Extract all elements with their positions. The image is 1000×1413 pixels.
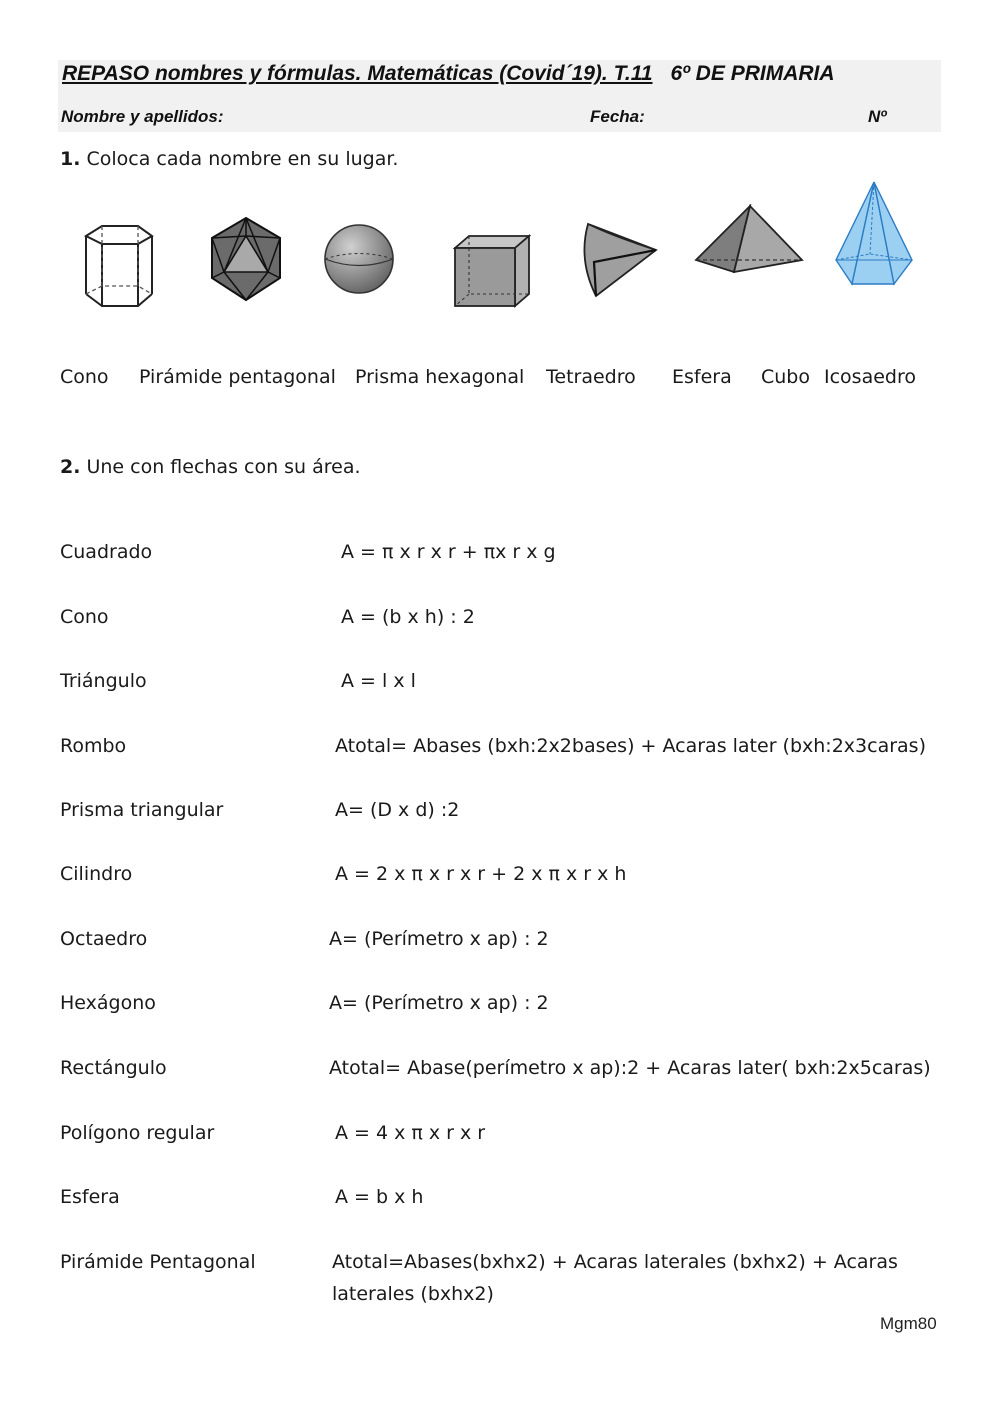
- area-formula: A = 2 x π x r x r + 2 x π x r x h: [335, 863, 627, 885]
- title-grade: 6º DE PRIMARIA: [670, 62, 835, 85]
- shape-name: Triángulo: [60, 670, 147, 692]
- pentagonal-pyramid-drawing: [834, 180, 914, 288]
- question-2: [60, 456, 361, 478]
- area-formula: A = (b x h) : 2: [341, 606, 475, 628]
- area-formula: A= (Perímetro x ap) : 2: [329, 992, 549, 1014]
- area-formula: Atotal= Abase(perímetro x ap):2 + Acaras later( bxh:2x5caras): [329, 1057, 931, 1079]
- word-bank-item: Prisma hexagonal: [355, 366, 525, 388]
- question-2-number: 2.: [60, 456, 81, 478]
- shape-name: Polígono regular: [60, 1122, 215, 1144]
- shape-name: Esfera: [60, 1186, 120, 1208]
- word-bank-item: Cono: [60, 366, 109, 388]
- shape-name: Octaedro: [60, 928, 148, 950]
- author-signature: Mgm80: [880, 1314, 937, 1333]
- word-bank-item: Icosaedro: [824, 366, 916, 388]
- area-formula: A = b x h: [335, 1186, 424, 1208]
- shape-name: Cono: [60, 606, 109, 628]
- area-formula: A = π x r x r + πx r x g: [341, 541, 556, 563]
- shape-name: Rectángulo: [60, 1057, 167, 1079]
- area-formula: A= (D x d) :2: [335, 799, 460, 821]
- name-label: Nombre y apellidos:: [61, 107, 224, 126]
- tetrahedron-drawing: [694, 204, 804, 276]
- area-formula: Atotal=Abases(bxhx2) + Acaras laterales (bxhx2) + Acaras laterales (bxhx2): [332, 1251, 898, 1305]
- shape-name: Prisma triangular: [60, 799, 224, 821]
- area-formula: Atotal= Abases (bxh:2x2bases) + Acaras later (bxh:2x3caras): [335, 735, 926, 757]
- shape-name: Hexágono: [60, 992, 156, 1014]
- date-label: Fecha:: [590, 107, 645, 126]
- question-2-text: Une con flechas con su área.: [86, 456, 361, 478]
- area-formula: A = 4 x π x r x r: [335, 1122, 486, 1144]
- word-bank-item: Tetraedro: [546, 366, 636, 388]
- question-1-text: Coloca cada nombre en su lugar.: [86, 148, 399, 170]
- icosahedron-drawing: [208, 216, 284, 302]
- number-label: Nº: [868, 107, 887, 126]
- shape-name: Cuadrado: [60, 541, 153, 563]
- question-1: [60, 148, 398, 170]
- title-main: REPASO nombres y fórmulas. Matemáticas (Covid´19). T.11: [62, 62, 653, 85]
- sphere-drawing: [322, 222, 396, 296]
- shape-name: Pirámide Pentagonal: [60, 1251, 256, 1273]
- word-bank-item: Pirámide pentagonal: [139, 366, 336, 388]
- cone-drawing: [578, 220, 660, 300]
- shape-name: Rombo: [60, 735, 127, 757]
- question-1-number: 1.: [60, 148, 81, 170]
- word-bank-item: Esfera: [672, 366, 732, 388]
- area-formula: A= (Perímetro x ap) : 2: [329, 928, 549, 950]
- word-bank-item: Cubo: [761, 366, 810, 388]
- shape-name: Cilindro: [60, 863, 133, 885]
- area-formula: A = l x l: [341, 670, 416, 692]
- worksheet-title: [62, 62, 835, 86]
- cube-drawing: [451, 234, 531, 310]
- hexagonal-prism-drawing: [78, 222, 158, 314]
